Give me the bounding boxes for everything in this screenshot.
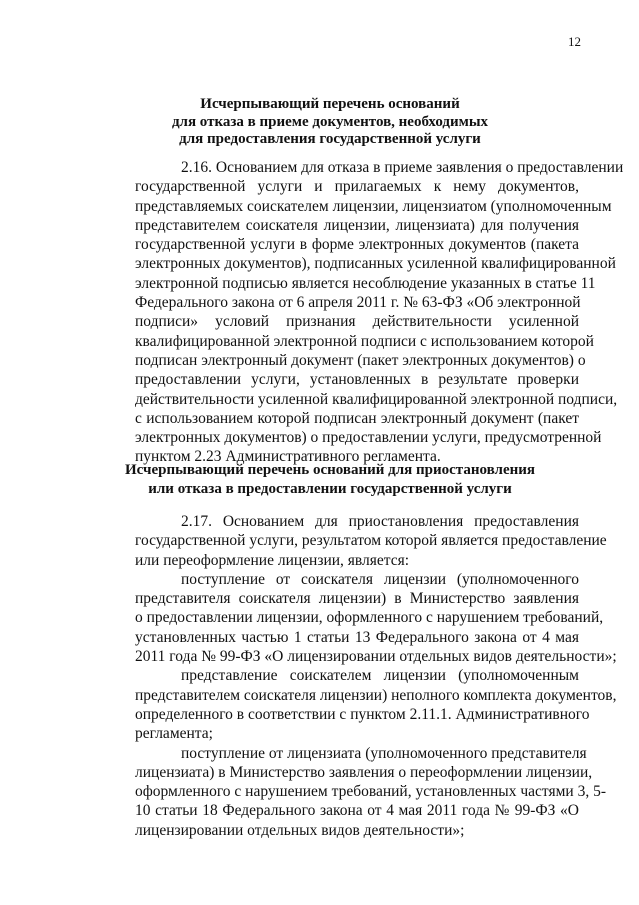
text-line: представление соискателем лицензии (уполномоченным bbox=[181, 667, 579, 685]
text-line: поступление от соискателя лицензии (уполномоченного bbox=[181, 570, 579, 588]
text-line: представителем соискателя лицензии) неполного комплекта документов, bbox=[135, 686, 617, 704]
heading-refusal-grounds bbox=[100, 96, 560, 149]
text-line: Федерального закона от 6 апреля 2011 г. № 63-ФЗ «Об электронной bbox=[135, 294, 581, 312]
text-line: электронной подписью является несоблюдение указанных в статье 11 bbox=[135, 274, 596, 292]
text-line: 2.16. Основанием для отказа в приеме заявления о предоставлении bbox=[181, 159, 624, 176]
text-line: 10 статьи 18 Федерального закона от 4 мая 2011 года № 99-ФЗ «О bbox=[135, 802, 579, 820]
heading-line: для отказа в приеме документов, необходимых bbox=[171, 113, 489, 130]
text-line: установленных частью 1 статьи 13 Федерального закона от 4 мая bbox=[135, 628, 579, 646]
heading-line: или отказа в предоставлении государственной услуги bbox=[148, 481, 512, 497]
paragraph-2-16 bbox=[135, 158, 624, 467]
text-line: государственной услуги и прилагаемых к нему документов, bbox=[135, 178, 579, 196]
heading-line: для предоставления государственной услуги bbox=[179, 131, 481, 147]
text-line: лицензировании отдельных видов деятельности»; bbox=[135, 821, 465, 839]
text-line: государственной услуги, результатом которой является предоставление bbox=[135, 532, 607, 550]
text-line: электронных документов) о предоставлении услуги, предусмотренной bbox=[135, 429, 602, 447]
text-line: представляемых соискателем лицензии, лицензиатом (уполномоченным bbox=[135, 197, 612, 215]
heading-line: Исчерпывающий перечень оснований bbox=[200, 96, 460, 112]
paragraph-2-17 bbox=[135, 512, 617, 840]
text-line: поступление от лицензиата (уполномоченного представителя bbox=[181, 744, 587, 762]
text-line: с использованием которой подписан электронный документ (пакет bbox=[135, 409, 579, 427]
text-line: лицензиата) в Министерство заявления о переоформлении лицензии, bbox=[135, 763, 593, 781]
text-line: определенного в соответствии с пунктом 2.11.1. Административного bbox=[135, 705, 590, 723]
text-line: 2011 года № 99-ФЗ «О лицензировании отдельных видов деятельности»; bbox=[135, 648, 617, 666]
text-line: подписи» условий признания действительности усиленной bbox=[135, 313, 579, 331]
text-line: регламента; bbox=[135, 725, 213, 743]
text-line: или переоформление лицензии, является: bbox=[135, 551, 410, 569]
heading-line: Исчерпывающий перечень оснований для приостановления bbox=[124, 462, 536, 478]
text-line: пунктом 2.23 Административного регламента. bbox=[135, 448, 441, 466]
text-line: 2.17. Основанием для приостановления предоставления bbox=[181, 513, 579, 530]
text-line: предоставлении услуги, установленных в результате проверки bbox=[135, 371, 579, 389]
text-line: представителем соискателя лицензии, лицензиата) для получения bbox=[135, 216, 579, 234]
text-line: оформленного с нарушением требований, установленных частями 3, 5- bbox=[135, 783, 606, 801]
text-line: о предоставлении лицензии, оформленного с нарушением требований, bbox=[135, 609, 604, 627]
text-line: представителя соискателя лицензии) в Министерство заявления bbox=[135, 590, 579, 608]
text-line: электронных документов), подписанных усиленной квалифицированной bbox=[135, 255, 616, 273]
text-line: действительности усиленной квалифицированной электронной подписи, bbox=[135, 390, 618, 408]
heading-suspension-grounds bbox=[100, 461, 560, 499]
text-line: государственной услуги в форме электронных документов (пакета bbox=[135, 236, 579, 254]
page-number: 12 bbox=[568, 34, 581, 49]
text-line: квалифицированной электронной подписи с использованием которой bbox=[135, 332, 594, 350]
text-line: подписан электронный документ (пакет электронных документов) о bbox=[135, 351, 586, 369]
